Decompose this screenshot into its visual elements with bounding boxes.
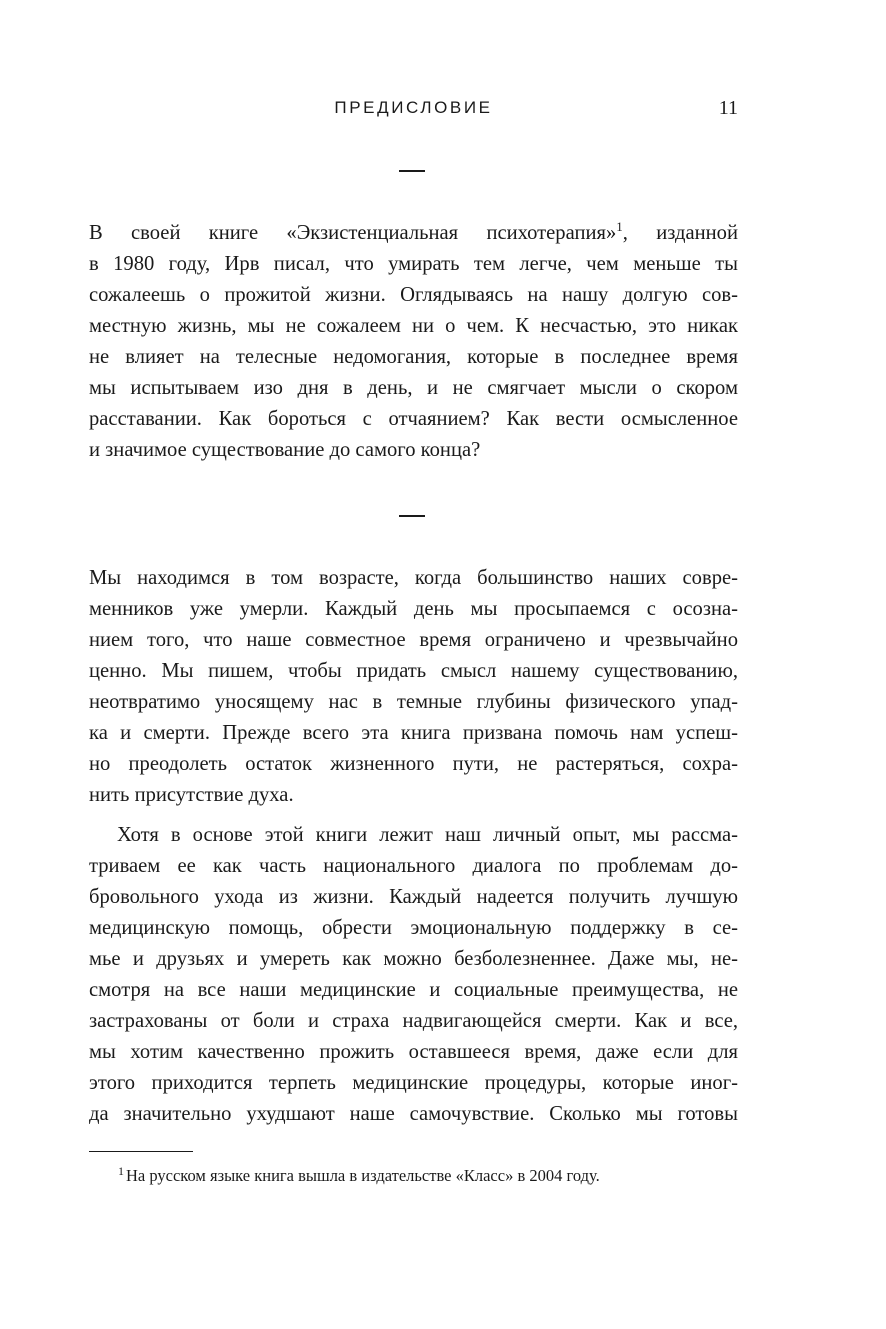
paragraph-3 (89, 820, 738, 1130)
paragraph-1 (89, 218, 738, 466)
footnote-divider (89, 1151, 193, 1152)
text-line: неотвратимо уносящему нас в темные глубины физического упад- (89, 691, 738, 713)
text-line: сожалеешь о прожитой жизни. Оглядываясь на нашу долгую сов- (89, 284, 738, 306)
text-line: медицинскую помощь, обрести эмоциональную поддержку в се- (89, 917, 738, 939)
footnote (118, 1163, 600, 1189)
text-line: Хотя в основе этой книги лежит наш личный опыт, мы рассма- (117, 824, 738, 846)
text-line: нием того, что наше совместное время ограничено и чрезвычайно (89, 629, 738, 651)
paragraph-2 (89, 563, 738, 811)
text-line (89, 218, 738, 249)
chapter-title: ПРЕДИСЛОВИЕ (334, 98, 493, 117)
text-line: мы испытываем изо дня в день, и не смягчает мысли о скором (89, 377, 738, 399)
section-separator (399, 515, 425, 517)
text-line: смотря на все наши медицинские и социальные преимущества, не (89, 979, 738, 1001)
text-line: не влияет на телесные недомогания, которые в последнее время (89, 346, 738, 368)
text-line: в 1980 году, Ирв писал, что умирать тем легче, чем меньше ты (89, 253, 738, 275)
text-line: бровольного ухода из жизни. Каждый надеется получить лучшую (89, 886, 738, 908)
text-line: мье и друзьях и умереть как можно безболезненнее. Даже мы, не- (89, 948, 738, 970)
section-separator (399, 170, 425, 172)
text-line: местную жизнь, мы не сожалеем ни о чем. К несчастью, это никак (89, 315, 738, 337)
text-line-part: , изданной (622, 222, 738, 244)
text-line: этого приходится терпеть медицинские процедуры, которые иног- (89, 1072, 738, 1094)
text-line: нить присутствие духа. (89, 784, 294, 806)
footnote-marker: 1 (118, 1164, 124, 1178)
running-head (89, 94, 738, 122)
footnote-text: На русском языке книга вышла в издательстве «Класс» в 2004 году. (126, 1166, 600, 1185)
text-line: расставании. Как бороться с отчаянием? Как вести осмысленное (89, 408, 738, 430)
text-line: но преодолеть остаток жизненного пути, не растеряться, сохра- (89, 753, 738, 775)
text-line: ка и смерти. Прежде всего эта книга призвана помочь нам успеш- (89, 722, 738, 744)
text-line: мы хотим качественно прожить оставшееся время, даже если для (89, 1041, 738, 1063)
page-number: 11 (718, 97, 738, 119)
text-line: Мы находимся в том возрасте, когда большинство наших совре- (89, 567, 738, 589)
text-line: менников уже умерли. Каждый день мы просыпаемся с осозна- (89, 598, 738, 620)
text-line: ценно. Мы пишем, чтобы придать смысл нашему существованию, (89, 660, 738, 682)
text-line: и значимое существование до самого конца? (89, 439, 481, 461)
text-line: застрахованы от боли и страха надвигающейся смерти. Как и все, (89, 1010, 738, 1032)
text-line-part: В своей книге «Экзистенциальная психотерапия» (89, 222, 617, 244)
text-line: да значительно ухудшают наше самочувствие. Сколько мы готовы (89, 1103, 738, 1125)
text-line: триваем ее как часть национального диалога по проблемам до- (89, 855, 738, 877)
footnote-reference[interactable]: 1 (616, 219, 623, 234)
